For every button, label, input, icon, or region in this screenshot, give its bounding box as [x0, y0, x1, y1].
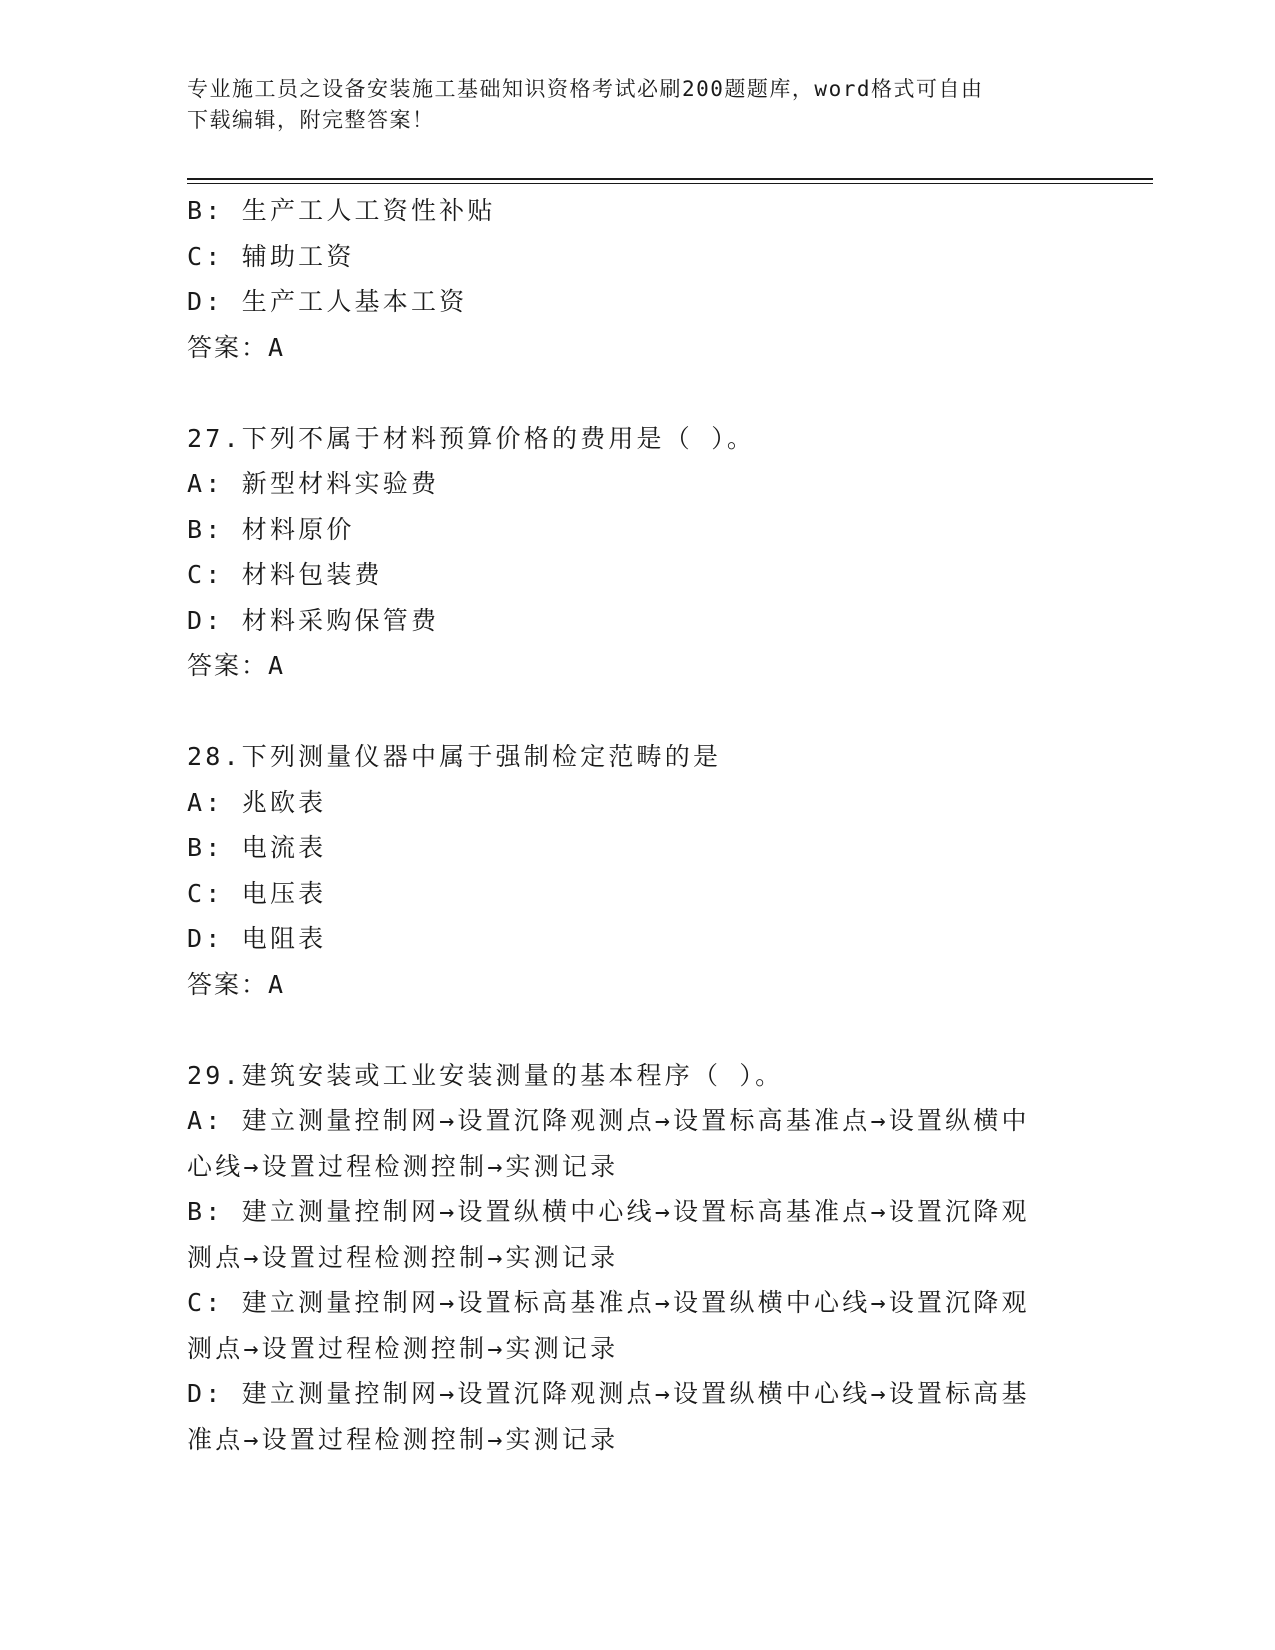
option-d: D: 电阻表 [187, 924, 327, 953]
previous-question-block [187, 188, 1087, 370]
option-c: C: 电压表 [187, 878, 327, 908]
header-divider-thin [187, 183, 1153, 184]
option-c-line-2: 测点→设置过程检测控制→实测记录 [187, 1333, 619, 1363]
header-line-1: 专业施工员之设备安装施工基础知识资格考试必刷200题题库，word格式可自由 [187, 77, 984, 101]
question-content [187, 188, 1087, 1462]
header-line-2: 下载编辑，附完整答案！ [187, 108, 435, 132]
question-stem: 29.建筑安装或工业安装测量的基本程序（ ）。 [187, 1060, 784, 1090]
option-a: A: 新型材料实验费 [187, 469, 440, 498]
question-stem: 27.下列不属于材料预算价格的费用是（ ）。 [187, 423, 756, 453]
option-c-line-1: C: 建立测量控制网→设置标高基准点→设置纵横中心线→设置沉降观 [187, 1288, 1030, 1317]
option-b-line-2: 测点→设置过程检测控制→实测记录 [187, 1242, 619, 1272]
option-d-line-1: D: 建立测量控制网→设置沉降观测点→设置纵横中心线→设置标高基 [187, 1379, 1030, 1408]
option-d-line-2: 准点→设置过程检测控制→实测记录 [187, 1424, 619, 1454]
option-b: B: 材料原价 [187, 514, 355, 544]
option-b: B: 生产工人工资性补贴 [187, 196, 496, 225]
header-divider-thick [187, 178, 1153, 180]
question-28-block [187, 734, 1087, 1007]
answer-line: 答案：A [187, 332, 286, 362]
question-29-block [187, 1053, 1087, 1463]
option-d: D: 材料采购保管费 [187, 605, 440, 635]
document-header [187, 74, 1067, 136]
option-a: A: 兆欧表 [187, 787, 327, 817]
answer-line: 答案：A [187, 651, 286, 680]
option-c: C: 辅助工资 [187, 241, 355, 271]
option-b-line-1: B: 建立测量控制网→设置纵横中心线→设置标高基准点→设置沉降观 [187, 1197, 1030, 1226]
question-stem: 28.下列测量仪器中属于强制检定范畴的是 [187, 742, 722, 771]
question-27-block [187, 416, 1087, 689]
option-b: B: 电流表 [187, 833, 327, 862]
option-a-line-1: A: 建立测量控制网→设置沉降观测点→设置标高基准点→设置纵横中 [187, 1106, 1030, 1135]
answer-line: 答案：A [187, 969, 286, 999]
option-c: C: 材料包装费 [187, 560, 383, 589]
option-d: D: 生产工人基本工资 [187, 287, 468, 316]
option-a-line-2: 心线→设置过程检测控制→实测记录 [187, 1151, 619, 1181]
